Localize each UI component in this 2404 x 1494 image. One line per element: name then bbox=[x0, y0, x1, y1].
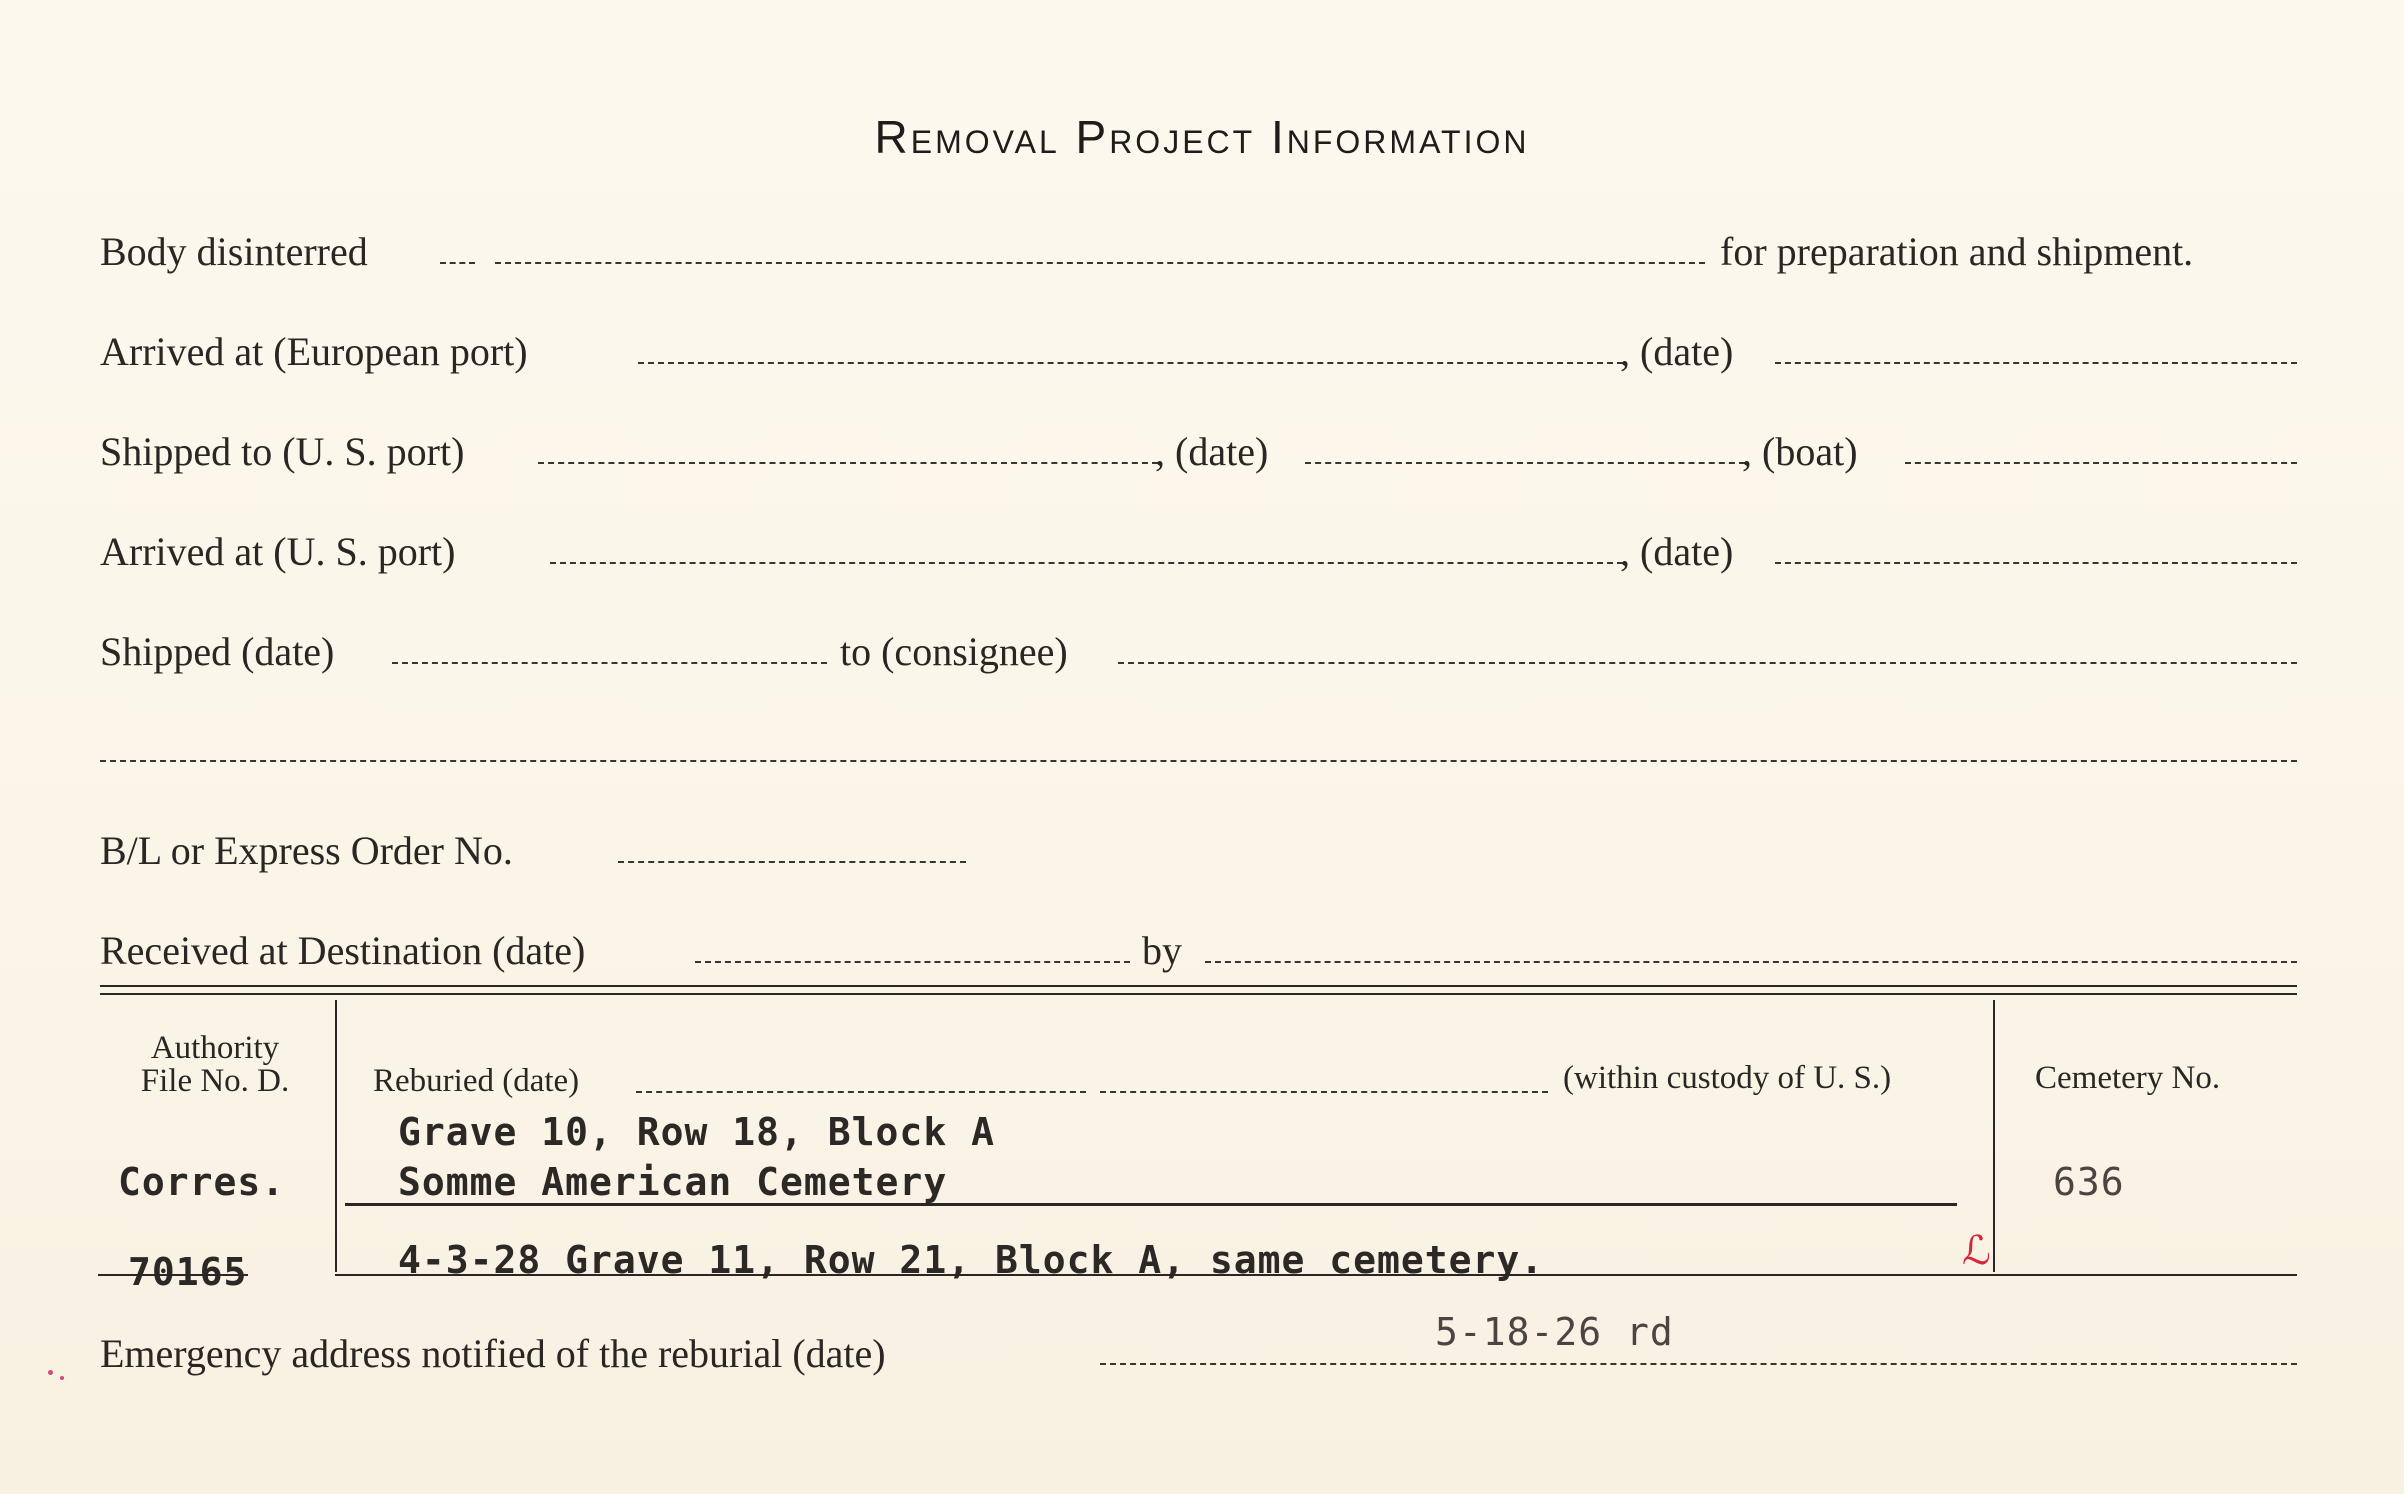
shipped-date-field[interactable] bbox=[1305, 462, 1745, 464]
arrived-european-label: Arrived at (European port) bbox=[100, 329, 528, 374]
date-label-1: , (date) bbox=[1620, 329, 1734, 374]
box-bottom-rule bbox=[335, 1274, 2297, 1276]
body-disinterred-field-a bbox=[440, 262, 475, 264]
arrived-us-date-field[interactable] bbox=[1775, 562, 2297, 564]
corres-typed: Corres. bbox=[118, 1160, 286, 1204]
shipped-date-value-field[interactable] bbox=[392, 662, 827, 664]
received-date-field[interactable] bbox=[695, 961, 1130, 963]
reburied-date-field-b[interactable] bbox=[1100, 1091, 1548, 1093]
bl-order-label: B/L or Express Order No. bbox=[100, 828, 513, 873]
ink-speck bbox=[60, 1376, 64, 1380]
for-preparation-label: for preparation and shipment. bbox=[1720, 229, 2194, 274]
reburied-date-field-a[interactable] bbox=[636, 1091, 1086, 1093]
grave-line-2-typed: Somme American Cemetery bbox=[398, 1160, 948, 1204]
box-left-divider bbox=[335, 1000, 337, 1272]
reburial-entry-typed: 4-3-28 Grave 11, Row 21, Block A, same cemetery. bbox=[398, 1238, 1545, 1282]
ink-speck bbox=[48, 1370, 53, 1375]
consignee-field-continued[interactable] bbox=[100, 760, 2297, 762]
bl-order-field[interactable] bbox=[618, 861, 966, 863]
received-destination-label: Received at Destination (date) bbox=[100, 928, 586, 973]
red-check-mark-icon: ℒ bbox=[1962, 1228, 1991, 1274]
to-consignee-label: to (consignee) bbox=[840, 629, 1068, 674]
european-port-field[interactable] bbox=[638, 362, 1623, 364]
box-top-rule-1 bbox=[100, 985, 2297, 987]
file-number-typed: 70165 bbox=[128, 1250, 248, 1294]
custody-label: (within custody of U. S.) bbox=[1563, 1060, 1892, 1096]
file-number-underline bbox=[98, 1274, 248, 1276]
box-top-rule-2 bbox=[100, 993, 2297, 995]
date-label-3: , (date) bbox=[1620, 529, 1734, 574]
boat-label: , (boat) bbox=[1742, 429, 1858, 474]
cemetery-no-typed: 636 bbox=[2053, 1160, 2125, 1204]
emergency-date-field[interactable] bbox=[1100, 1363, 2297, 1365]
arrived-us-label: Arrived at (U. S. port) bbox=[100, 529, 456, 574]
emergency-label: Emergency address notified of the reburial (date) bbox=[100, 1331, 886, 1376]
date-label-2: , (date) bbox=[1155, 429, 1269, 474]
emergency-date-typed: 5-18-26 rd bbox=[1435, 1310, 1674, 1354]
arrived-us-port-field[interactable] bbox=[550, 562, 1623, 564]
us-port-field[interactable] bbox=[538, 462, 1158, 464]
file-no-label: File No. D. bbox=[140, 1063, 290, 1099]
shipped-date-label: Shipped (date) bbox=[100, 629, 335, 674]
by-label: by bbox=[1142, 928, 1182, 973]
boat-field[interactable] bbox=[1905, 462, 2297, 464]
shipped-to-us-label: Shipped to (U. S. port) bbox=[100, 429, 465, 474]
received-by-field[interactable] bbox=[1205, 961, 2297, 963]
grave-line-1-typed: Grave 10, Row 18, Block A bbox=[398, 1110, 995, 1154]
body-disinterred-label: Body disinterred bbox=[100, 229, 368, 274]
box-right-divider bbox=[1993, 1000, 1995, 1272]
grave-underline bbox=[345, 1203, 1957, 1206]
european-date-field[interactable] bbox=[1775, 362, 2297, 364]
reburied-label: Reburied (date) bbox=[373, 1063, 580, 1099]
consignee-field[interactable] bbox=[1118, 662, 2297, 664]
body-disinterred-field[interactable] bbox=[495, 262, 1705, 264]
card-title: Removal Project Information bbox=[874, 111, 1530, 163]
cemetery-no-label: Cemetery No. bbox=[2035, 1060, 2221, 1096]
authority-label: Authority bbox=[150, 1030, 280, 1066]
